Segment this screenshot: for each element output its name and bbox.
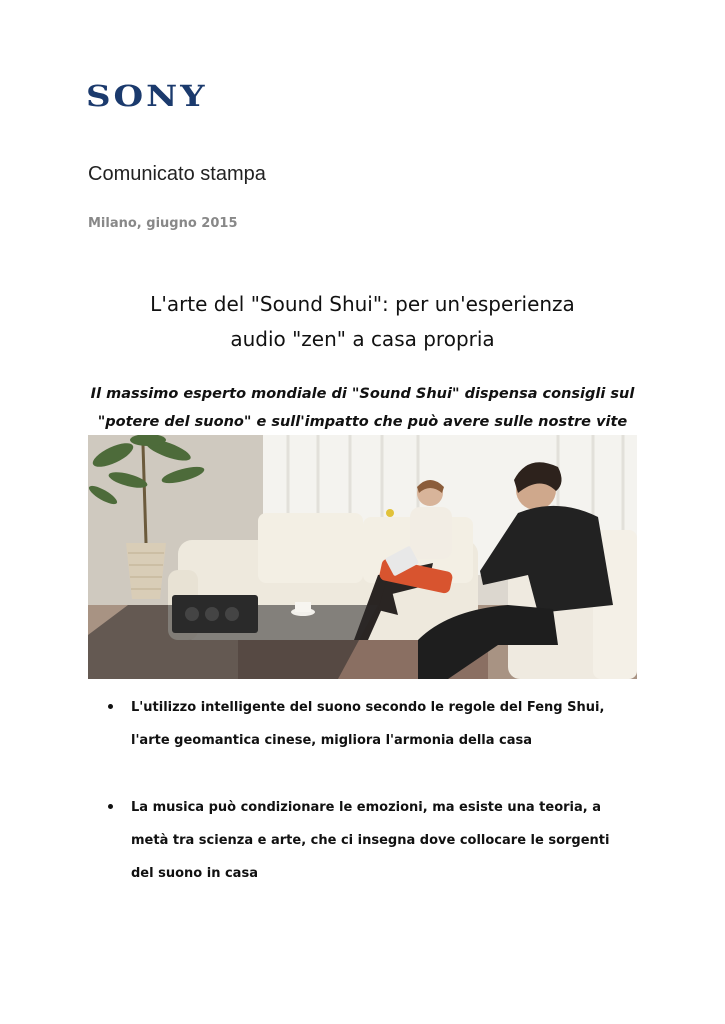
list-item bbox=[88, 791, 648, 890]
living-room-photo bbox=[88, 435, 637, 679]
document-type-label: Comunicato stampa bbox=[88, 163, 266, 185]
bullet-text-line: metà tra scienza e arte, che ci insegna dove collocare le sorgenti bbox=[131, 833, 610, 848]
subheadline-line: Il massimo esperto mondiale di "Sound Shui" dispensa consigli sul bbox=[90, 386, 635, 402]
dateline: Milano, giugno 2015 bbox=[88, 216, 238, 231]
headline-line: audio "zen" a casa propria bbox=[230, 327, 495, 351]
subheadline-line: "potere del suono" e sull'impatto che può avere sulle nostre vite bbox=[97, 414, 628, 430]
list-item bbox=[88, 691, 648, 757]
bullet-icon bbox=[108, 704, 113, 709]
bullet-text-line: del suono in casa bbox=[131, 866, 258, 881]
bullet-icon bbox=[108, 804, 113, 809]
key-points-list bbox=[88, 691, 648, 890]
sony-logo: SONY bbox=[86, 79, 208, 114]
headline bbox=[60, 287, 665, 357]
bullet-text-line: L'utilizzo intelligente del suono secondo le regole del Feng Shui, bbox=[131, 700, 605, 715]
headline-line: L'arte del "Sound Shui": per un'esperienza bbox=[150, 292, 575, 316]
bullet-text-line: La musica può condizionare le emozioni, ma esiste una teoria, a bbox=[131, 800, 602, 815]
subheadline bbox=[60, 380, 665, 436]
bullet-text-line: l'arte geomantica cinese, migliora l'armonia della casa bbox=[131, 733, 533, 748]
